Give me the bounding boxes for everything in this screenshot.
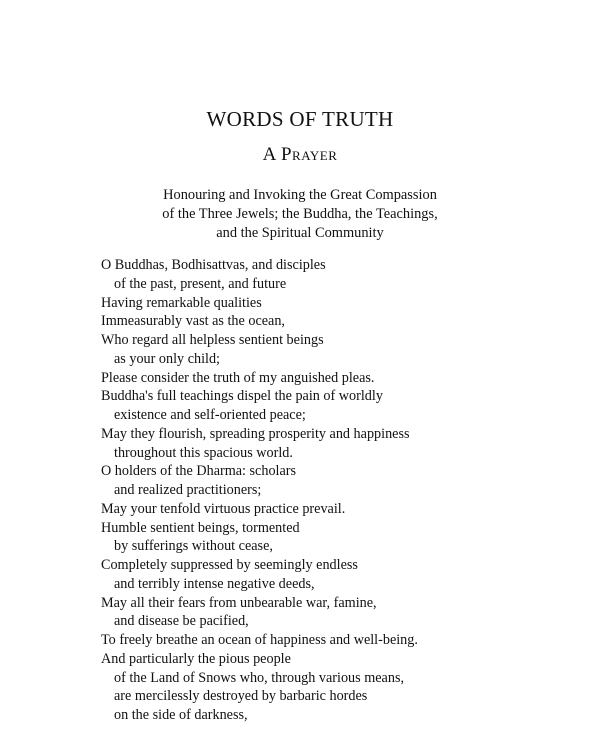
page-subtitle: A Prayer [262, 144, 338, 165]
verse-line: Please consider the truth of my anguished pleas. [101, 369, 375, 386]
verse-line: Buddha's full teachings dispel the pain of worldly [101, 388, 383, 405]
verse-line: of the past, present, and future [114, 275, 287, 292]
dedication-line: and the Spiritual Community [216, 225, 384, 241]
verse-line: as your only child; [114, 350, 220, 367]
verse-line: by sufferings without cease, [114, 538, 273, 555]
verse-line: and realized practitioners; [114, 482, 262, 498]
verse-line: of the Land of Snows who, through various means, [114, 669, 405, 686]
verse-line: Humble sentient beings, tormented [101, 519, 300, 536]
dedication-line: Honouring and Invoking the Great Compassion [163, 187, 437, 203]
verse-line: Immeasurably vast as the ocean, [101, 313, 285, 330]
verse-line: O Buddhas, Bodhisattvas, and disciples [101, 257, 326, 273]
dedication-line: of the Three Jewels; the Buddha, the Teachings, [162, 206, 438, 222]
verse-line: Who regard all helpless sentient beings [101, 332, 324, 348]
verse-line: To freely breathe an ocean of happiness and well-being. [101, 632, 418, 648]
verse-line: May your tenfold virtuous practice prevail. [101, 500, 346, 517]
page-title: WORDS OF TRUTH [206, 107, 394, 131]
dedication [0, 186, 600, 243]
verse-line: May all their fears from unbearable war, famine, [101, 594, 377, 611]
verse-line: existence and self-oriented peace; [114, 407, 306, 423]
verse-line: Completely suppressed by seemingly endless [101, 557, 358, 573]
verse-line: Having remarkable qualities [101, 294, 262, 311]
verse-line: and terribly intense negative deeds, [114, 575, 315, 592]
prayer-verse [101, 256, 581, 725]
verse-line: And particularly the pious people [101, 650, 291, 667]
verse-line: May they flourish, spreading prosperity and happiness [101, 425, 410, 442]
verse-line: and disease be pacified, [114, 613, 249, 630]
verse-line: throughout this spacious world. [114, 444, 293, 461]
verse-line: O holders of the Dharma: scholars [101, 463, 297, 480]
verse-line: are mercilessly destroyed by barbaric hordes [114, 688, 368, 705]
verse-line: on the side of darkness, [114, 707, 248, 723]
